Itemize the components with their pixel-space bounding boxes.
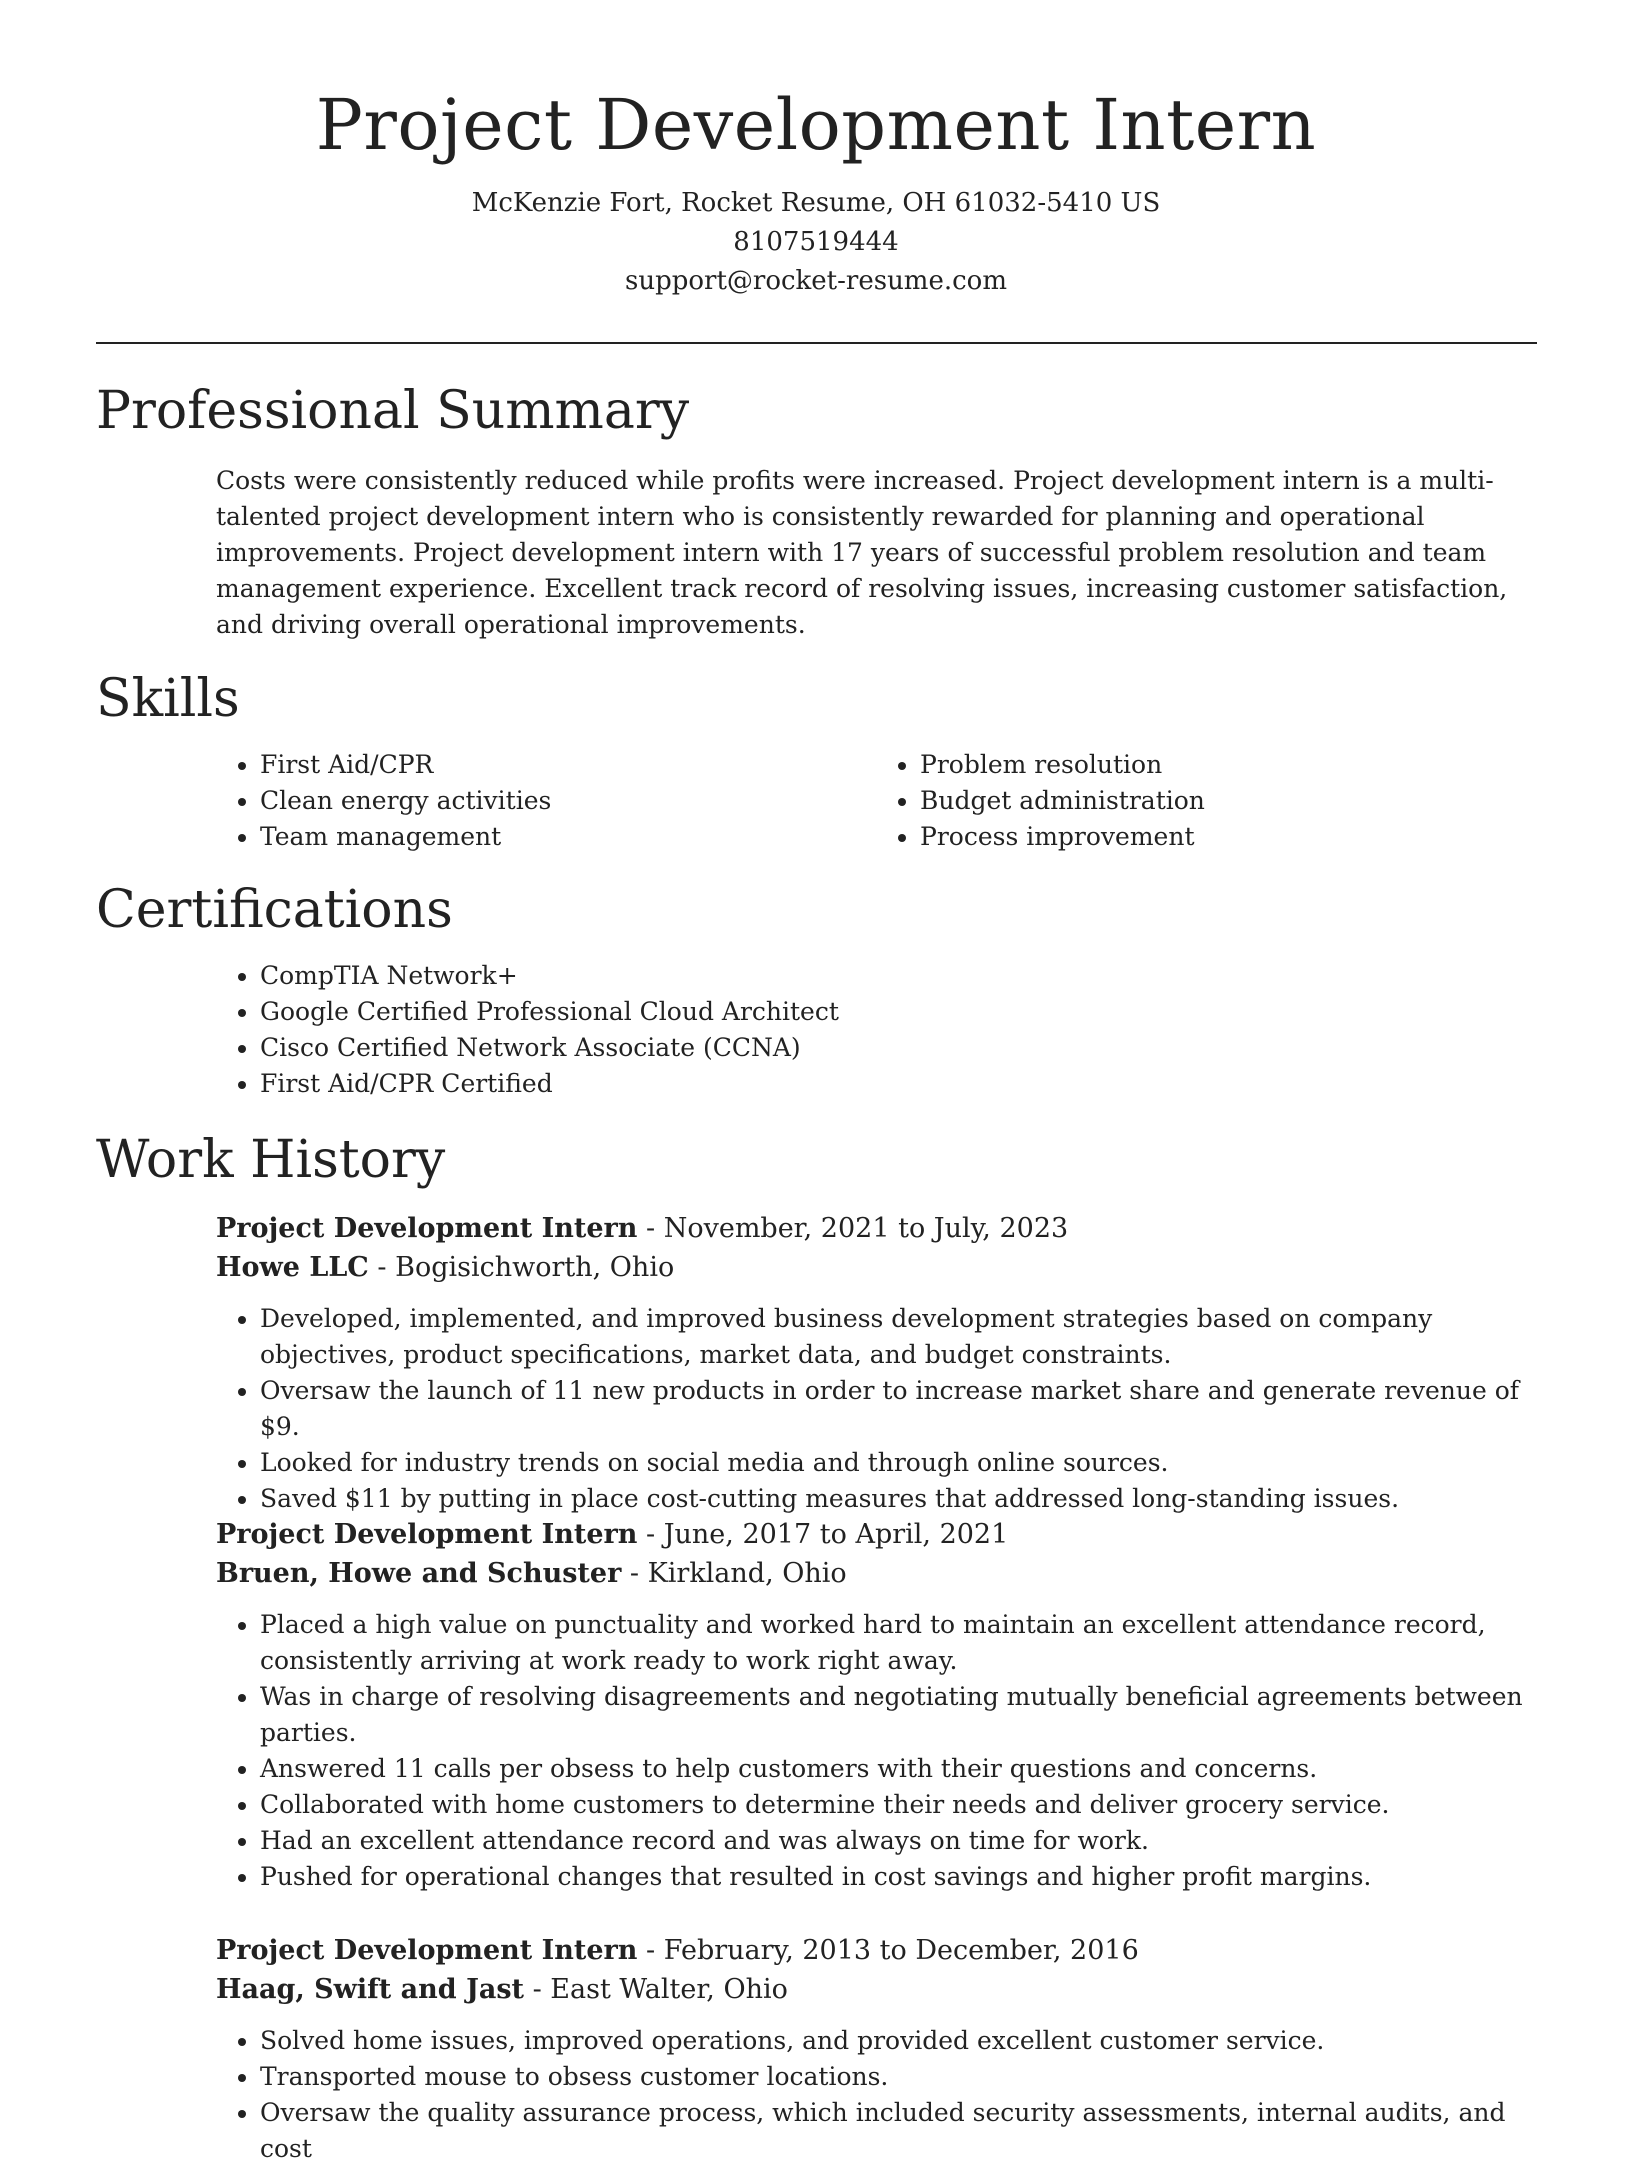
certification-item: • Google Certified Professional Cloud Architect [260, 994, 1536, 1030]
contact-phone: 8107519444 [733, 227, 899, 257]
job-location: - East Walter, Ohio [524, 1974, 788, 2005]
job-company: Howe LLC [216, 1252, 369, 1283]
skill-item: • Problem resolution [920, 747, 1536, 783]
job-bullet: • Developed, implemented, and improved business development strategies based on company objectives, product specifications, market data, and budget constraints. [260, 1301, 1536, 1373]
skills-section [216, 747, 1536, 855]
job-company-line [216, 1970, 1536, 2009]
job-entry [216, 1209, 1536, 1517]
skill-item: • First Aid/CPR [260, 747, 876, 783]
job-bullet: • Oversaw the launch of 11 new products in order to increase market share and generate revenue of $9. [260, 1373, 1536, 1445]
job-title-line [216, 1209, 1536, 1248]
job-bullet: • Transported mouse to obsess customer locations. [260, 2059, 1536, 2095]
job-bullet: • Placed a high value on punctuality and worked hard to maintain an excellent attendance record, consistently arriving at work ready to work right away. [260, 1607, 1536, 1679]
contact-address: McKenzie Fort, Rocket Resume, OH 61032-5410 US [471, 188, 1161, 218]
job-bullet: • Looked for industry trends on social media and through online sources. [260, 1445, 1536, 1481]
skill-item: • Team management [260, 819, 876, 855]
skills-list-left [216, 747, 876, 855]
certifications-heading: Certifications [96, 880, 453, 940]
job-title: Project Development Intern [216, 1935, 638, 1966]
summary-heading: Professional Summary [96, 381, 690, 441]
job-bullet: • Oversaw the quality assurance process, which included security assessments, internal audits, and cost [260, 2095, 1536, 2167]
job-company-line [216, 1554, 1536, 1593]
job-bullets [216, 2023, 1536, 2167]
job-bullets [216, 1607, 1536, 1895]
skills-heading: Skills [96, 669, 240, 729]
job-dates: - November, 2021 to July, 2023 [637, 1213, 1069, 1244]
job-bullet: • Pushed for operational changes that resulted in cost savings and higher profit margins. [260, 1859, 1536, 1895]
job-title-line [216, 1515, 1536, 1554]
resume-header [0, 80, 1632, 301]
summary-section [216, 463, 1536, 643]
certification-item: • CompTIA Network+ [260, 958, 1536, 994]
resume-title: Project Development Intern [315, 84, 1317, 166]
job-dates: - February, 2013 to December, 2016 [637, 1935, 1139, 1966]
skills-list-right [876, 747, 1536, 855]
summary-text: Costs were consistently reduced while profits were increased. Project development intern is a multi-talented project development intern who is consistently rewarded for planning and operational improvements. Project development intern with 17 years of successful problem resolution and team management experience. Excellent track record of resolving issues, increasing customer satisfaction, and driving overall operational improvements. [216, 466, 1508, 639]
certifications-section [216, 958, 1536, 1102]
job-bullet: • Solved home issues, improved operations, and provided excellent customer service. [260, 2023, 1536, 2059]
job-title: Project Development Intern [216, 1519, 638, 1550]
job-title: Project Development Intern [216, 1213, 638, 1244]
job-company: Bruen, Howe and Schuster [216, 1558, 622, 1589]
skill-item: • Clean energy activities [260, 783, 876, 819]
job-location: - Kirkland, Ohio [621, 1558, 847, 1589]
work-history-heading: Work History [96, 1130, 446, 1190]
contact-block [0, 184, 1632, 301]
certification-item: • First Aid/CPR Certified [260, 1066, 1536, 1102]
job-title-line [216, 1931, 1536, 1970]
job-bullet: • Collaborated with home customers to determine their needs and deliver grocery service. [260, 1787, 1536, 1823]
certification-item: • Cisco Certified Network Associate (CCNA) [260, 1030, 1536, 1066]
certifications-list [216, 958, 1536, 1102]
job-bullet: • Answered 11 calls per obsess to help customers with their questions and concerns. [260, 1751, 1536, 1787]
job-company: Haag, Swift and Jast [216, 1974, 525, 2005]
job-bullet: • Was in charge of resolving disagreements and negotiating mutually beneficial agreements between parties. [260, 1679, 1536, 1751]
job-entry [216, 1515, 1536, 1895]
job-entry [216, 1931, 1536, 2167]
job-company-line [216, 1248, 1536, 1287]
contact-email: support@rocket-resume.com [624, 266, 1007, 296]
job-location: - Bogisichworth, Ohio [368, 1252, 675, 1283]
skill-item: • Budget administration [920, 783, 1536, 819]
job-bullets [216, 1301, 1536, 1517]
header-divider [96, 342, 1537, 344]
job-bullet: • Saved $11 by putting in place cost-cutting measures that addressed long-standing issues. [260, 1481, 1536, 1517]
skill-item: • Process improvement [920, 819, 1536, 855]
job-bullet: • Had an excellent attendance record and was always on time for work. [260, 1823, 1536, 1859]
job-dates: - June, 2017 to April, 2021 [637, 1519, 1009, 1550]
